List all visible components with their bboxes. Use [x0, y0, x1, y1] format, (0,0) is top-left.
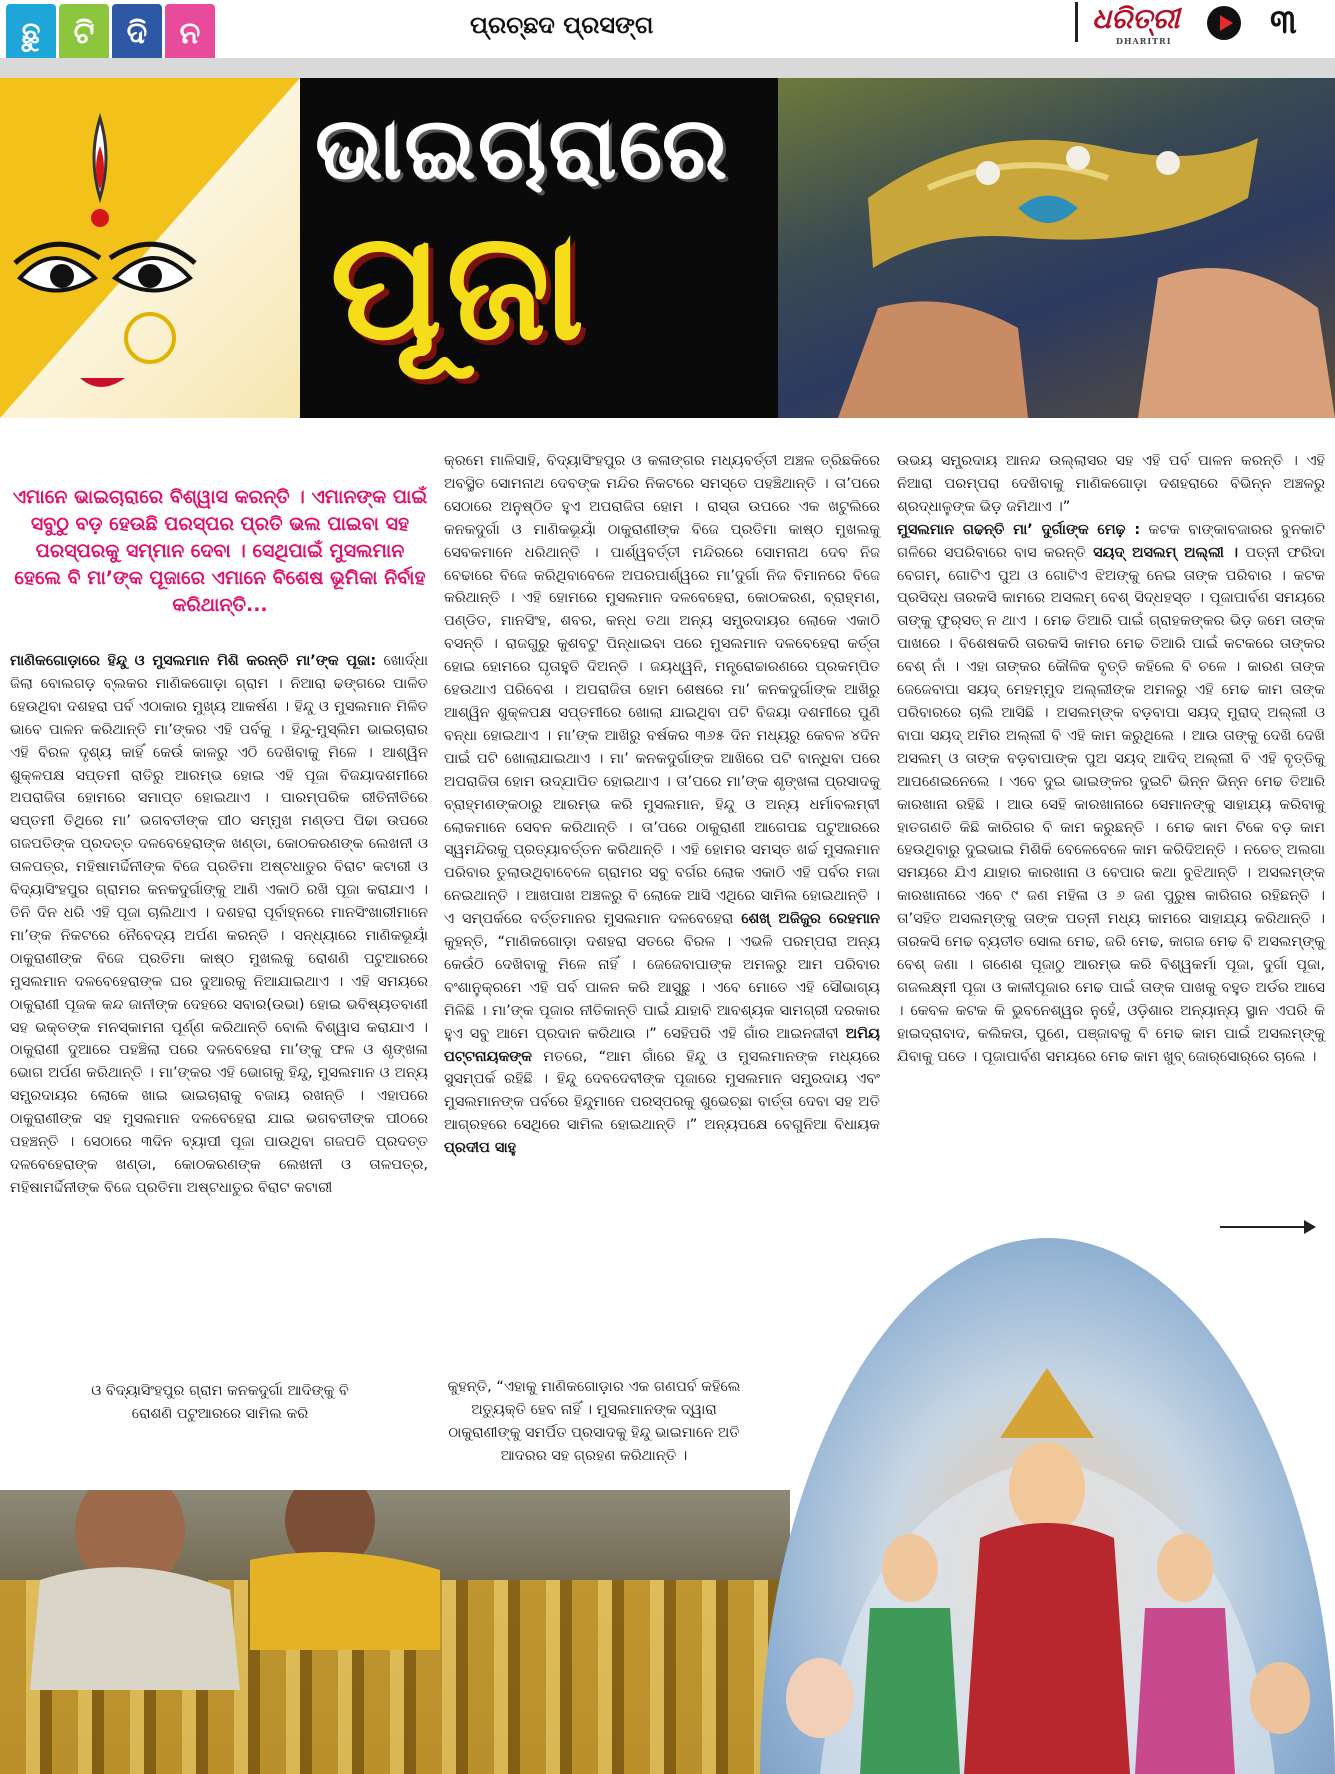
durga-idol-photo	[760, 1238, 1335, 1774]
quote-name-1: ଶେଖ୍ ଅଜିଜୁର ରେହମାନ	[741, 911, 880, 928]
column-1-text: ଖୋର୍ଦ୍ଧା ଜିଲା ବୋଲଗଡ଼ ବ୍ଲକର ମାଣିକଗୋଡ଼ା ଗ୍ରାମ । ନିଆରା ଢଙ୍ଗରେ ପାଳିତ ହେଉଥିବା ଦଶହରା ପର୍ବ ଏଠାକାର ମୁଖ୍ୟ ଆକର୍ଷଣ । ହିନ୍ଦୁ ଓ ମୁସଲମାନ ମିଳିତ ଭାବେ ପାଳନ କରିଥାନ୍ତି ମା’ଙ୍କର ଏହି ପର୍ବକୁ । ହିନ୍ଦୁ-ମୁସ୍‌ଲିମ ଭାଇଚାରାର ଏହି ବିରଳ ଦୃଶ୍ୟ କାହିଁ କେଉଁ କାଳରୁ ଏଠି ଦେଖିବାକୁ ମିଳେ । ଆଶ୍ୱିନ ଶୁକ୍ଳପକ୍ଷ ସପ୍ତମୀ ରାତିରୁ ଆରମ୍ଭ ହୋଇ ଏହି ପୂଜା ବିଜୟାଦଶମୀରେ ଅପରାଜିତା ହୋମରେ ସମାପ୍ତ ହୋଇଥାଏ । ପାରମ୍ପରିକ ରୀତିନୀତିରେ ସପ୍ତମୀ ତିଥିରେ ମା’ ଭଗବତୀଙ୍କ ପୀଠ ସମ୍ମୁଖ ମଣ୍ଡପ ପିଢା ଉପରେ ଗଜପତିଙ୍କ ପ୍ରଦତ୍ତ ଦଳବେହେରାଙ୍କ ଖଣ୍ଡା, କୋଠକରଣଙ୍କ ଲେଖନୀ ଓ ତାଳପତ୍ର, ମହିଷାମର୍ଦ୍ଦିନୀଙ୍କ ବିଜେ ପ୍ରତିମା ଅଷ୍ଟଧାତୁର ବିରାଟ କଟାରୀ ଓ ବିଦ୍ୟାସିଂହପୁର ଗ୍ରାମର କନକଦୁର୍ଗାଙ୍କୁ ଆଣି ଏକାଠି ରଖି ପୂଜା କରାଯାଏ । ତିନି ଦିନ ଧରି ଏହି ପୂଜା ଚାଲିଥାଏ । ଦଶହରା ପୂର୍ବାହ୍ନରେ ମାନସିଂଖାରୀମାନେ ମା’ଙ୍କ ନିକଟରେ ନୈବେଦ୍ୟ ଅର୍ପଣ କରନ୍ତି । ସନ୍ଧ୍ୟାରେ ମାଣିକଭୂୟାଁ ଠାକୁରାଣୀଙ୍କ ବିଜେ ପ୍ରତିମା କାଷ୍ଠ ମୁଖଲକୁ ରୋଶଣି ପଟୁଆରରେ ମୁସଲମାନ ଦଳବେହେରାଙ୍କ ଘର ଦୁଆରକୁ ନିଆଯାଇଥାଏ । ଏହି ସମୟରେ ଠାକୁରାଣୀ ପୂଜକ କନ୍ଦ ଜାନୀଙ୍କ ଦେହରେ ସବାର(ଉଭା) ହୋଇ ଭବିଷ୍ୟତବାଣୀ ସହ ଭକ୍ତଙ୍କ ମନସ୍କାମନା ପୂର୍ଣ୍ଣ କରିଥାନ୍ତି ବୋଲି ବିଶ୍ୱାସ କରାଯାଏ । ଠାକୁରାଣୀ ଦୁଆରେ ପହଞ୍ଚିଲା ପରେ ଦଳବେହେରା ମା’ଙ୍କୁ ଫଳ ଓ ଶୃଙ୍ଖଳା ଭୋଗ ଅର୍ପଣ କରିଥାନ୍ତି । ମା’ଙ୍କର ଏହି ଭୋଗକୁ ହିନ୍ଦୁ, ମୁସଲମାନ ଓ ଅନ୍ୟ ସମ୍ପ୍ରଦାୟର ଲୋକେ ଖାଇ ଭାଇଚାରାକୁ ବଜାୟ ରଖନ୍ତି । ଏହାପରେ ଠାକୁରାଣୀଙ୍କ ସହ ମୁସଲମାନ ଦଳବେହେରା ଯାଇ ଭଗବତୀଙ୍କ ପୀଠରେ ପହଞ୍ଚନ୍ତି । ସେଠାରେ ୩ଦିନ ବ୍ୟାପୀ ପୂଜା ପାଉଥିବା ଗଜପତି ପ୍ରଦତ୍ତ ଦଳବେହେରାଙ୍କ ଖଣ୍ଡା, କୋଠକରଣଙ୍କ ଲେଖନୀ ଓ ତାଳପତ୍ର, ମହିଷାମର୍ଦ୍ଦିନୀଙ୍କ ବିଜେ ପ୍ରତିମା ଅଷ୍ଟଧାତୁର ବିରାଟ କଟାରୀ	[10, 653, 428, 1196]
artisans-photo	[0, 1490, 790, 1774]
header-divider	[1075, 2, 1078, 42]
column-3-subhead: ମୁସଲମାନ ଗଢନ୍ତି ମା’ ଦୁର୍ଗାଙ୍କ ମେଢ଼ :	[897, 521, 1141, 538]
section-title: ପ୍ରଚ୍ଛଦ ପ୍ରସଙ୍ଗ	[470, 10, 654, 39]
column-2-paragraph	[444, 450, 880, 1160]
page-number: ୩	[1270, 2, 1297, 42]
continue-arrow-icon	[1220, 1226, 1314, 1228]
column-2-text-c: ମତରେ, “ଆମ ଗାଁରେ ହିନ୍ଦୁ ଓ ମୁସଲମାନଙ୍କ ମଧ୍ୟରେ ସୁସମ୍ପର୍କ ରହିଛି । ହିନ୍ଦୁ ଦେବଦେବୀଙ୍କ ପୂଜାରେ ମୁସଲମାନ ସମ୍ପ୍ରଦାୟ ଏବଂ ମୁସଲମାନଙ୍କ ପର୍ବରେ ହିନ୍ଦୁମାନେ ପରସ୍ପରକୁ ଶୁଭେଚ୍ଛା ବାର୍ତ୍ତା ଦେବା ସହ ଅତି ଆଗ୍ରହରେ ସେଥିରେ ସାମିଲ ହୋଇଥାନ୍ତି ।” ଅନ୍ୟପକ୍ଷେ ବେଗୁନିଆ ବିଧାୟକ	[444, 1048, 880, 1134]
masthead-subtitle: DHARITRI	[1116, 36, 1172, 46]
brand-letter-1: ଛୁ	[6, 4, 56, 62]
brand-letter-4: ନ	[165, 4, 215, 62]
artisans-figures-image	[0, 1490, 790, 1774]
quote-name-2: ଅମିୟ ପଟ୍ଟନାୟକଙ୍କ	[444, 1025, 880, 1065]
column-1-tail: ଓ ବିଦ୍ୟାସିଂହପୁର ଗ୍ରାମ କନକଦୁର୍ଗା ଆଦିଙ୍କୁ ବି ରୋଶଣି ପଟୁଆରରେ ସାମିଲ କରି	[91, 1383, 349, 1422]
crown-crafting-photo	[778, 78, 1335, 418]
column-2-tail-wrap	[444, 1376, 744, 1468]
headline-banner	[0, 78, 1335, 418]
supplement-brand	[6, 4, 215, 62]
artisan-name: ସୟଦ୍ ଅସଲମ୍ ଅଲ୍ଲୀ ।	[1093, 544, 1239, 561]
column-2-tail: କୁହନ୍ତି, “ଏହାକୁ ମାଣିକଗୋଡ଼ାର ଏକ ଗଣପର୍ବ କହିଲେ ଅତ୍ୟୁକ୍ତି ହେବ ନାହିଁ । ମୁସଲମାନଙ୍କ ଦ୍ୱାରା ଠାକୁରାଣୀଙ୍କୁ ସମର୍ପିତ ପ୍ରସାଦକୁ ହିନ୍ଦୁ ଭାଇମାନେ ଅତି ଆଦରର ସହ ଗ୍ରହଣ କରିଥାନ୍ତି ।	[447, 1379, 741, 1464]
column-2-text-a: କ୍ରମେ ମାଳିସାହି, ବିଦ୍ୟାସିଂହପୁର ଓ କଳାଙ୍ଗର ମଧ୍ୟବର୍ତ୍ତୀ ଅଞ୍ଚଳ ତ୍ରିଛକିରେ ଅବସ୍ଥିତ ସୋମନାଥ ଦେବଙ୍କ ମନ୍ଦିର ନିକଟରେ ସମସ୍ତେ ପହଞ୍ଚିଥାନ୍ତି । ତା’ପରେ ସେଠାରେ ଅନୁଷ୍ଠିତ ହୁଏ ଅପରାଜିତା ହୋମ । ରାସ୍ତା ଉପରେ ଏକ ଖଟୁଲିରେ କନକଦୁର୍ଗା ଓ ମାଣିକଭୂୟାଁ ଠାକୁରାଣୀଙ୍କ ବିଜେ ପ୍ରତିମା କାଷ୍ଠ ମୁଖଲକୁ ସେବକମାନେ ଧରିଥାନ୍ତି । ପାର୍ଶ୍ୱବର୍ତ୍ତୀ ମନ୍ଦିରରେ ସୋମନାଥ ଦେବ ନିଜ ବେଢାରେ ବିଜେ କରିଥିବାବେଳେ ଅପରପାର୍ଶ୍ୱରେ ମା’ଦୁର୍ଗା ନିଜ ବିମାନରେ ବିଜେ କରିଥାନ୍ତି । ଏହି ହୋମରେ ମୁସଲମାନ ଦଳବେହେରା, କୋଠକରଣ, ବ୍ରାହ୍ମଣ, ପଣ୍ଡିତ, ମାନସିଂହ, ଶବର, କନ୍ଧ ତଥା ଅନ୍ୟ ସମ୍ପ୍ରଦାୟର ଲୋକେ ଏକାଠି ବସନ୍ତି । ରାଜଗୁରୁ କୁଶବଟୁ ପିନ୍ଧାଇବା ପରେ ମୁସଲମାନ ଦଳବେହେରା କର୍ତ୍ତା ହୋଇ ହୋମରେ ଘୃତାହୁତି ଦିଅନ୍ତି । ଜୟଧ୍ୱନି, ମନ୍ତ୍ରୋଚ୍ଚାରଣରେ ପ୍ରକମ୍ପିତ ହେଉଥାଏ ପରିବେଶ । ଅପରାଜିତା ହୋମ ଶେଷରେ ମା’ କନକଦୁର୍ଗାଙ୍କ ଆଖିରୁ ଆଶ୍ୱିନ ଶୁକ୍ଳପକ୍ଷ ସପ୍ତମୀରେ ଖୋଲା ଯାଇଥିବା ପଟି ବିଜୟା ଦଶମୀରେ ପୁଣି ବନ୍ଧା ହୋଇଥାଏ । ମା’ଙ୍କ ଆଖିରୁ ବର୍ଷକର ୩୬୫ ଦିନ ମଧ୍ୟରୁ କେବଳ ୪ଦିନ ପାଇଁ ପଟି ଖୋଲାଯାଇଥାଏ । ମା’ କନକଦୁର୍ଗାଙ୍କ ଆଖିରେ ପଟି ବାନ୍ଧିବା ପରେ ଅପରାଜିତା ହୋମ ଉଦ୍‌ଯାପିତ ହୋଇଥାଏ । ତା’ପରେ ମା’ଙ୍କ ଶୃଙ୍ଖଳା ପ୍ରସାଦକୁ ବ୍ରାହ୍ମଣଙ୍କଠାରୁ ଆରମ୍ଭ କରି ମୁସଲମାନ, ହିନ୍ଦୁ ଓ ଅନ୍ୟ ଧର୍ମାବଲମ୍ବୀ ଲୋକମାନେ ସେବନ କରିଥାନ୍ତି । ତା’ପରେ ଠାକୁରାଣୀ ଆଗେପଛ ପଟୁଆରରେ ସ୍ୱମନ୍ଦିରକୁ ପ୍ରତ୍ୟାବର୍ତ୍ତନ କରିଥାନ୍ତି । ଏହି ହୋମର ସମସ୍ତ ଖର୍ଚ୍ଚ ମୁସଲମାନ ପରିବାର ତୁଲାଉଥିବାବେଳେ ଗ୍ରାମର ସବୁ ବର୍ଗର ଲୋକ ଏକାଠି ଏହି ପର୍ବର ମଜା ନେଇଥାନ୍ତି । ଆଖପାଖ ଅଞ୍ଚଳରୁ ବି ଲୋକେ ଆସି ଏଥିରେ ସାମିଲ ହୋଇଥାନ୍ତି । ଏ ସମ୍ପର୍କରେ ବର୍ତ୍ତମାନର ମୁସଲମାନ ଦଳବେହେରା	[444, 453, 880, 928]
durga-idol-image	[760, 1238, 1335, 1774]
headline-line-1: ଭାଇଚାରାରେ	[315, 98, 730, 199]
newspaper-masthead	[1092, 2, 1180, 46]
headline-line-2: ପୂଜା	[330, 198, 589, 374]
column-1-paragraph	[10, 650, 428, 1200]
header-band	[0, 58, 1335, 78]
column-1-subhead: ମାଣିକଗୋଡ଼ାରେ ହିନ୍ଦୁ ଓ ମୁସଲମାନ ମିଶି କରନ୍ତି ମା’ଙ୍କ ପୂଜା:	[10, 653, 377, 669]
column-3-paragraph-1: ଉଭୟ ସମ୍ପ୍ରଦାୟ ଆନନ୍ଦ ଉଲ୍ଲାସର ସହ ଏହି ପର୍ବ ପାଳନ କରନ୍ତି । ଏହି ନିଆରା ପରମ୍ପରା ଦେଖିବାକୁ ମାଣିକଗୋଡ଼ା ଦଶହରାରେ ବିଭିନ୍ନ ଅଞ୍ଚଳରୁ ଶ୍ରଦ୍ଧାଳୁଙ୍କ ଭିଡ଼ ଜମିଥାଏ ।”	[897, 453, 1325, 515]
masthead-title: ଧରିତ୍ରୀ	[1092, 2, 1180, 35]
column-3-paragraph-2	[897, 519, 1325, 1069]
goddess-illustration	[0, 78, 300, 418]
goddess-face-icon	[0, 78, 300, 418]
column-2-text-b: କୁହନ୍ତି, “ମାଣିକଗୋଡ଼ା ଦଶହରା ସତରେ ବିରଳ । ଏଭଳି ପରମ୍ପରା ଅନ୍ୟ କେଉଁଠି ଦେଖିବାକୁ ମିଳେ ନାହିଁ । ଜେଜେବାପାଙ୍କ ଅମଳରୁ ଆମ ପରିବାର ବଂଶାନୁକ୍ରମେ ଏହି ପର୍ବ ପାଳନ କରି ଆସୁଛୁ । ଏବେ ମୋତେ ଏହି ସୌଭାଗ୍ୟ ମିଳିଛି । ମା’ଙ୍କ ପୂଜାର ନୀତିକାନ୍ତି ପାଇଁ ଯାହାବି ଆବଶ୍ୟକ ସାମଗ୍ରୀ ଦରକାର ହୁଏ ସବୁ ଆମେ ପ୍ରଦାନ କରିଥାଉ ।” ସେହିପରି ଏହି ଗାଁର ଆଇନଜୀବୀ	[444, 934, 880, 1042]
brand-letter-3: ଦି	[112, 4, 162, 62]
article-column-1	[10, 650, 428, 1200]
ornament-craft-image	[778, 78, 1335, 418]
column-3-text-b: କଟକ ବାଙ୍କାବଜାରର ବୁନକାଟି ଗଳିରେ ସପରିବାରେ ବାସ କରନ୍ତି	[897, 521, 1326, 561]
column-3-text-c: ପତ୍ନୀ ଫରିଦା ବେଗମ୍, ଗୋଟିଏ ପୁଅ ଓ ଗୋଟିଏ ଝିଅଙ୍କୁ ନେଇ ତାଙ୍କ ପରିବାର । କଟକ ପ୍ରସିଦ୍ଧ ତାରକସି କାମରେ ଅସଲମ୍ ବେଶ୍ ସିଦ୍ଧହସ୍ତ । ପୂଜାପାର୍ବଣ ସମୟରେ ତାଙ୍କୁ ଫୁର୍‌ସତ୍ ନ ଥାଏ । ମେଢ ତିଆରି ପାଇଁ ଗ୍ରାହକଙ୍କର ଭିଡ଼ ଜମେ ତାଙ୍କ ପାଖରେ । ବିଶେଷକରି ତାରକସି କାମର ମେଢ ତିଆରି ପାଇଁ କଟକରେ ତାଙ୍କର ବେଶ୍ ନାଁ । ଏହା ତାଙ୍କର କୌଳିକ ବୃତ୍ତି କହିଲେ ବି ଚଳେ । କାରଣ ତାଙ୍କ ଜେଜେବାପା ସୟଦ୍ ମେହମ୍ମୁଦ ଅଲ୍ଲୀଙ୍କ ଅମଳରୁ ଏହି ମେଢ କାମ ତାଙ୍କ ପରିବାରରେ ଚାଲି ଆସିଛି । ଅସଲମ୍‌ଙ୍କ ବଡ଼ବାପା ସୟଦ୍ ମୁରାଦ୍ ଅଲ୍ଲୀ ଓ ବାପା ସୟଦ୍ ଅମିର ଅଲ୍ଲୀ ବି ଏହି କାମ କରୁଥିଲେ । ଆଉ ତାଙ୍କୁ ଦେଖି ଦେଖି ଅସଲମ୍ ଓ ତାଙ୍କ ବଡ଼ବାପାଙ୍କ ପୁଅ ସୟଦ୍ ଆଦିଦ୍ ଅଲ୍ଲୀ ବି ଏହି ବୃତ୍ତିକୁ ଆପଣେଇନେଲେ । ଏବେ ଦୁଇ ଭାଇଙ୍କର ଦୁଇଟି ଭିନ୍ନ ଭିନ୍ନ ମେଢ ତିଆରି କାରଖାନା ରହିଛି । ଆଉ ସେହି କାରଖାନାରେ ସେମାନଙ୍କୁ ସାହାଯ୍ୟ କରିବାକୁ ହାତଗଣତି କିଛି କାରିଗର ବି କାମ କରୁଛନ୍ତି । ମେଢ କାମ ଟିକେ ବଡ଼ କାମ ହେଉଥିବାରୁ ଦୁଇଭାଇ ମିଶିକି ବେଳେବେଳେ କାମ କରିଦିଅନ୍ତି । ନଚେତ୍ ଅଲଗା ସମୟରେ ଯିଏ ଯାହାର କାରଖାନା ଓ ବେପାର କଥା ବୁଝିଥାନ୍ତି । ଅସଲମ୍‌ଙ୍କ କାରଖାନାରେ ଏବେ ୯ ଜଣ ମହିଳା ଓ ୬ ଜଣ ପୁରୁଷ କାରିଗର ରହିଛନ୍ତି । ତା’ସହିତ ଅସଲମ୍‌ଙ୍କୁ ତାଙ୍କ ପତ୍ନୀ ମଧ୍ୟ କାମରେ ସାହାଯ୍ୟ କରିଥାନ୍ତି । ତାରକସି ମେଢ ବ୍ୟତୀତ ସୋଲ ମେଢ, ଜରି ମେଢ, କାଗଜ ମେଢ ବି ଅସଲମ୍‌ଙ୍କୁ ବେଶ୍ ଜଣା । ଗଣେଶ ପୂଜାଠୁ ଆରମ୍ଭ କରି ବିଶ୍ୱକର୍ମା ପୂଜା, ଦୁର୍ଗା ପୂଜା, ଗଜଲକ୍ଷ୍ମୀ ପୂଜା ଓ କାଳୀପୂଜାର ମେଢ ପାଇଁ ତାଙ୍କ ପାଖକୁ ବହୁତ ଅର୍ଡର ଆସେ । କେବଳ କଟକ କି ଭୁବନେଶ୍ୱର ନୁହେଁ, ଓଡ଼ିଶାର ଅନ୍ୟାନ୍ୟ ସ୍ଥାନ ଏପରି କି ହାଇଦ୍ରାବାଦ, କଲିକତା, ପୁଣେ, ପଞ୍ଜାବକୁ ବି ମେଢ କାମ ପାଇଁ ଅସଲମ୍‌ଙ୍କୁ ଯିବାକୁ ପଡେ । ପୂଜାପାର୍ବଣ ସମୟରେ ମେଢ କାମ ଖୁବ୍ ଜୋର୍‌ସୋର୍‌ରେ ଚାଲେ ।	[897, 544, 1326, 1065]
article-column-3	[897, 450, 1325, 1068]
article-column-2	[444, 450, 880, 1160]
quote-name-3: ପ୍ରଦୀପ ସାହୁ	[444, 1140, 517, 1157]
play-icon	[1207, 6, 1241, 40]
intro-callout: ଏମାନେ ଭାଇଚାରାରେ ବିଶ୍ୱାସ କରନ୍ତି । ଏମାନଙ୍କ ପାଇଁ ସବୁଠୁ ବଡ଼ ହେଉଛି ପରସ୍ପର ପ୍ରତି ଭଲ ପାଇବା ସହ ପରସ୍ପରକୁ ସମ୍ମାନ ଦେବା । ସେଥିପାଇଁ ମୁସଲମାନ ହେଲେ ବି ମା’ଙ୍କ ପୂଜାରେ ଏମାନେ ବିଶେଷ ଭୂମିକା ନିର୍ବାହ କରିଥାନ୍ତି...	[12, 486, 428, 616]
column-1-tail-wrap	[70, 1380, 370, 1426]
brand-letter-2: ଟି	[59, 4, 109, 62]
